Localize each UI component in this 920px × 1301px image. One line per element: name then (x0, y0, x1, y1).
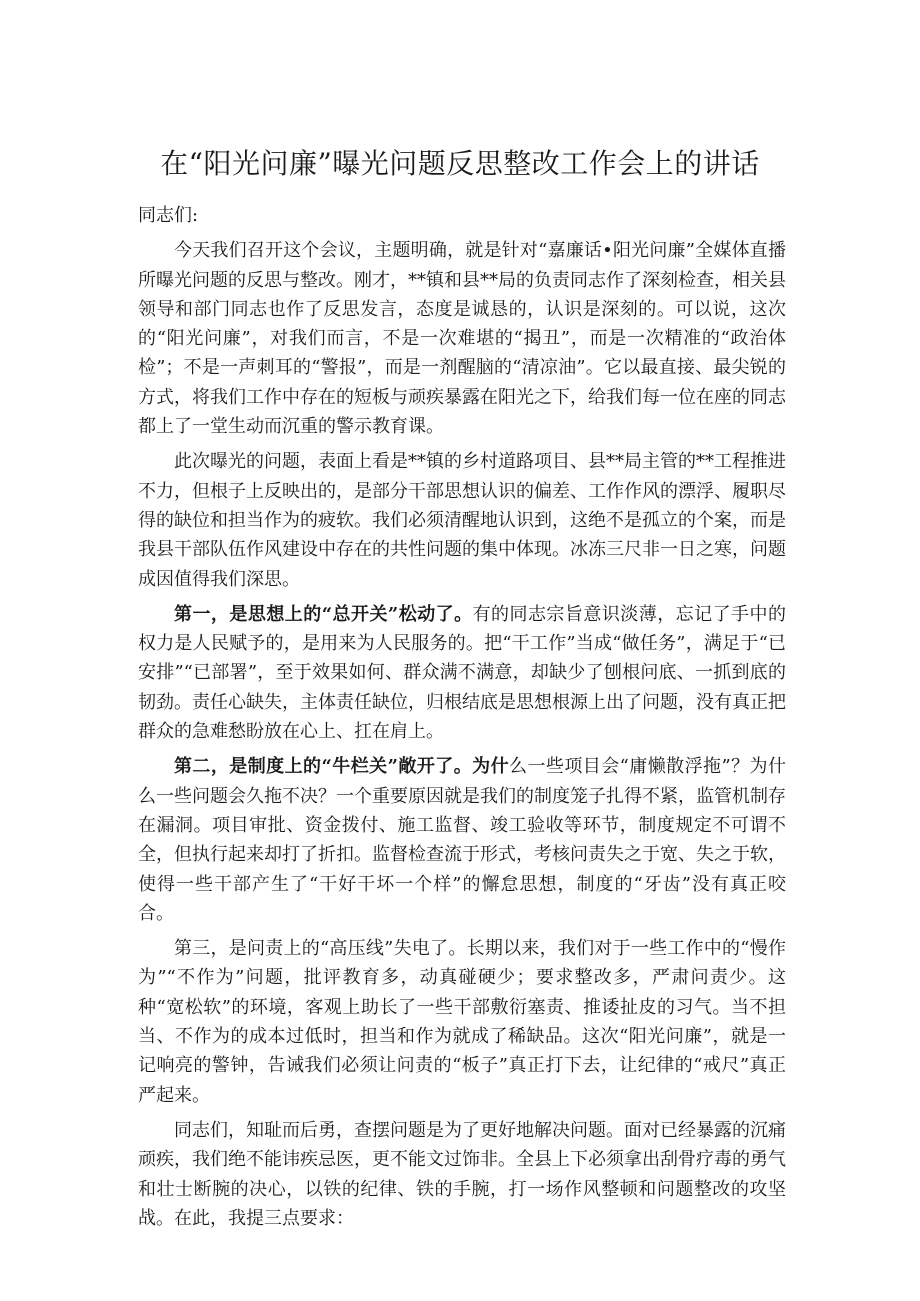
paragraph-text: 有的同志宗旨意识淡薄，忘记了手中的权力是人民赋予的，是用来为人民服务的。把“干工作”当成“做任务”，满足于“已安排”“已部署”，至于效果如何、群众满不满意，却缺少了刨根问底、一抓到底的韧劲。责任心缺失，主体责任缺位，归根结底是思想根源上出了问题，没有真正把群众的急难愁盼放在心上、扛在肩上。 (138, 603, 786, 743)
paragraph-1 (138, 236, 786, 441)
paragraph-4 (138, 752, 786, 928)
paragraph-6 (138, 1116, 786, 1233)
paragraph-text: 此次曝光的问题，表面上看是**镇的乡村道路项目、县**局主管的**工程推进不力，但根子上反映出的，是部分干部思想认识的偏差、工作作风的漂浮、履职尽得的缺位和担当作为的疲软。我们必须清醒地认识到，这绝不是孤立的个案，而是我县干部队伍作风建设中存在的共性问题的集中体现。冰冻三尺非一日之寒，问题成因值得我们深思。 (138, 451, 786, 590)
salutation: 同志们: (138, 205, 199, 226)
paragraph-lead: 第二，是制度上的“牛栏关”敞开了。为什 (174, 756, 510, 778)
document-body (138, 201, 786, 1239)
paragraph-text: 同志们，知耻而后勇，查摆问题是为了更好地解决问题。面对已经暴露的沉痛顽疾，我们绝不能讳疾忌医，更不能文过饰非。全县上下必须拿出刮骨疗毒的勇气和壮士断腕的决心，以铁的纪律、铁的手腕，打一场作风整顿和问题整改的攻坚战。在此，我提三点要求： (138, 1119, 786, 1229)
paragraph-5 (138, 934, 786, 1110)
paragraph-3 (138, 600, 786, 746)
document-title: 在“阳光问廉”曝光问题反思整改工作会上的讲话 (160, 147, 760, 180)
paragraph-lead: 第一，是思想上的“总开关”松动了。 (174, 603, 473, 625)
paragraph-text: 今天我们召开这个会议，主题明确，就是针对“嘉廉话•阳光问廉”全媒体直播所曝光问题的反思与整改。刚才，**镇和县**局的负责同志作了深刻检查，相关县领导和部门同志也作了反思发言，态度是诚恳的，认识是深刻的。可以说，这次的“阳光问廉”，对我们而言，不是一次难堪的“揭丑”，而是一次精准的“政治体检”；不是一声刺耳的“警报”，而是一剂醒脑的“清凉油”。它以最直接、最尖锐的方式，将我们工作中存在的短板与顽疾暴露在阳光之下，给我们每一位在座的同志都上了一堂生动而沉重的警示教育课。 (138, 240, 786, 438)
paragraph-text: 第三，是问责上的“高压线”失电了。长期以来，我们对于一些工作中的“慢作为”“不作为”问题，批评教育多，动真碰硬少；要求整改多，严肃问责少。这种“宽松软”的环境，客观上助长了一些干部敷衍塞责、推诿扯皮的习气。当不担当、不作为的成本过低时，担当和作为就成了稀缺品。这次“阳光问廉”，就是一记响亮的警钟，告诫我们必须让问责的“板子”真正打下去，让纪律的“戒尺”真正严起来。 (138, 938, 786, 1106)
paragraph-text: 么一些项目会“庸懒散浮拖”？为什么一些问题会久拖不决？一个重要原因就是我们的制度笼子扎得不紧，监管机制存在漏洞。项目审批、资金拨付、施工监督、竣工验收等环节，制度规定不可谓不全，但执行起来却打了折扣。监督检查流于形式，考核问责失之于宽、失之于软，使得一些干部产生了“干好干坏一个样”的懈怠思想，制度的“牙齿”没有真正咬合。 (138, 756, 786, 924)
paragraph-2 (138, 447, 786, 593)
